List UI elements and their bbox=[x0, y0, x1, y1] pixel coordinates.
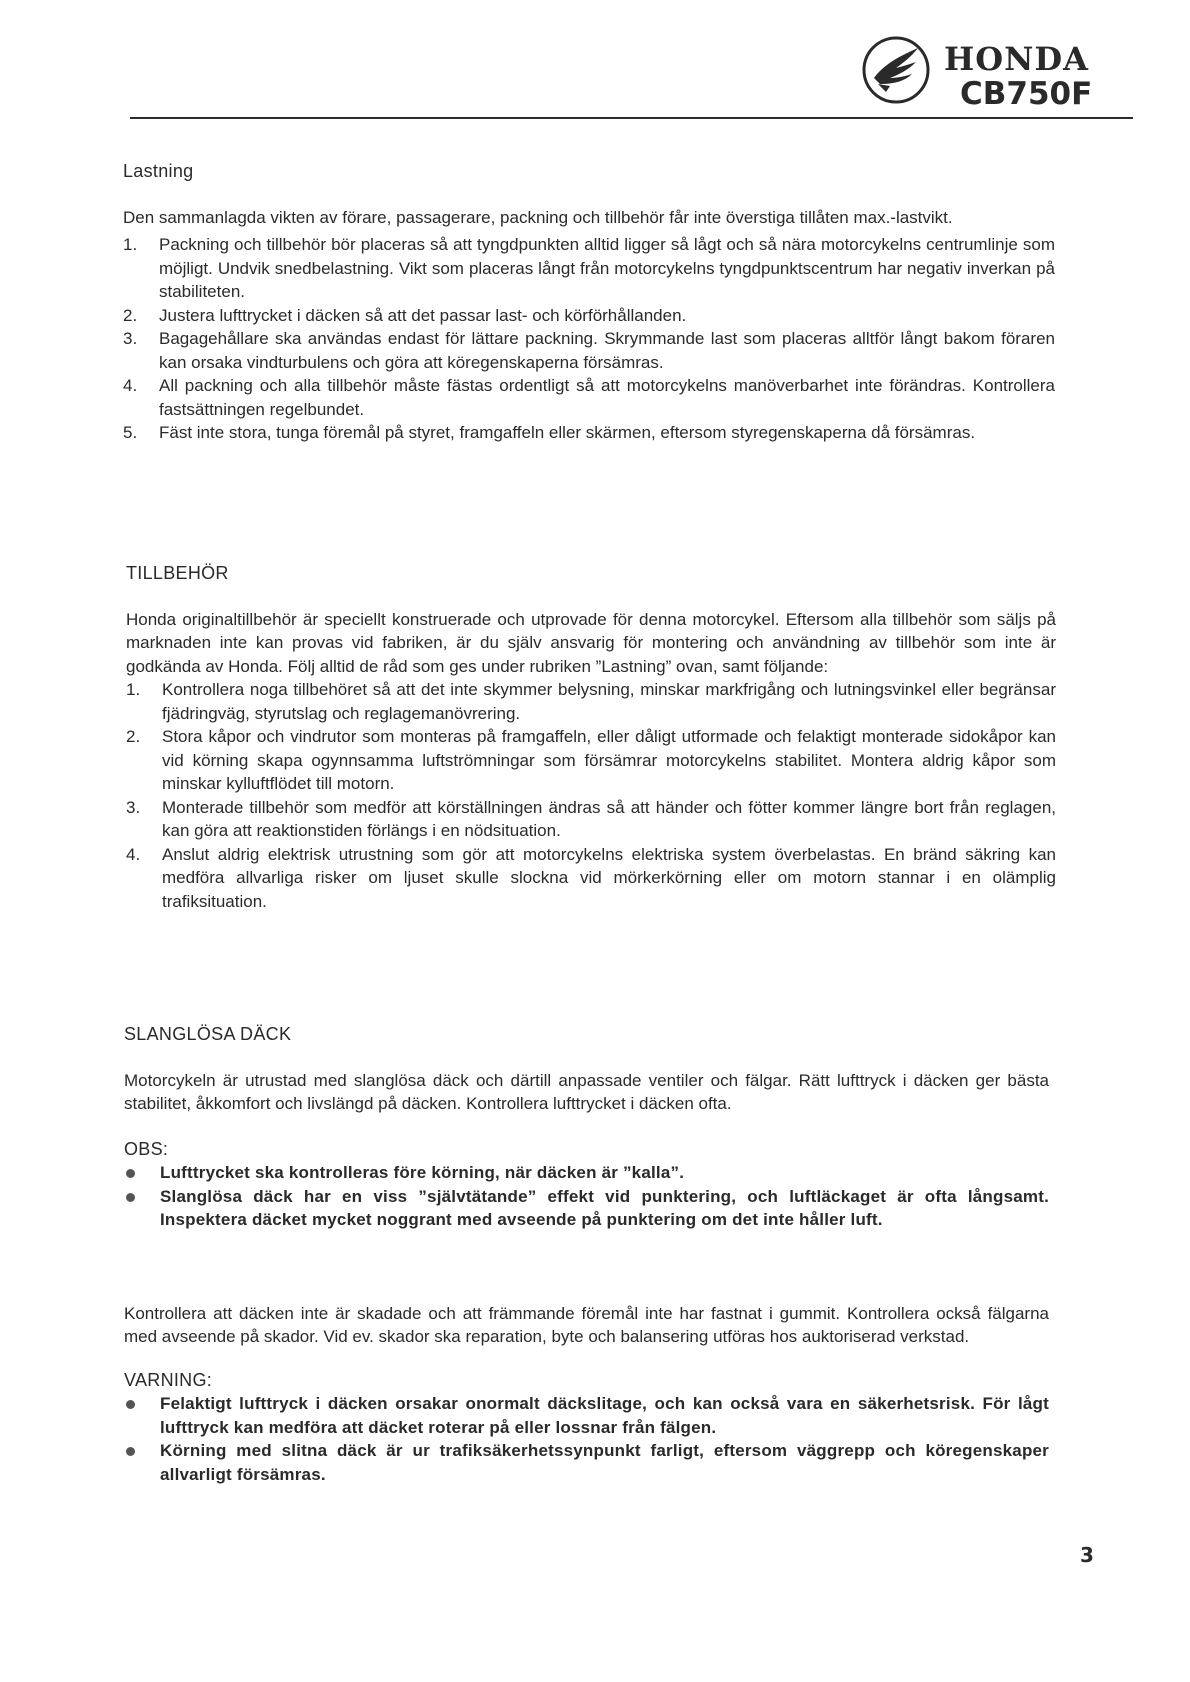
item-text: Anslut aldrig elektrisk utrustning som gör att motorcykelns elektriska system överbelastas. En bränd säkring kan medföra allvarliga risker om ljuset skulle slockna vid mörkerkörning eller om motorn stannar i en olämplig trafiksituation. bbox=[162, 844, 1056, 911]
section-heading: SLANGLÖSA DÄCK bbox=[124, 1024, 292, 1044]
bullet-item bbox=[124, 1161, 1049, 1185]
bullet-item bbox=[124, 1392, 1049, 1439]
list-item bbox=[126, 725, 1056, 796]
item-number: 4. bbox=[126, 844, 141, 864]
bullet-item bbox=[124, 1439, 1049, 1486]
header-rule bbox=[130, 117, 1133, 119]
bullet-item bbox=[124, 1185, 1049, 1232]
obs-list bbox=[124, 1161, 1049, 1232]
item-text: Packning och tillbehör bör placeras så att tyngdpunkten alltid ligger så lågt och så nära motorcykelns centrumlinje som möjligt. Undvik snedbelastning. Vikt som placeras långt från motorcykelns tyngdpunktscentrum har negativ inverkan på stabiliteten. bbox=[159, 235, 1055, 301]
section-heading: TILLBEHÖR bbox=[126, 563, 229, 583]
bullet-text: Lufttrycket ska kontrolleras före körning, när däcken är ”kalla”. bbox=[160, 1163, 685, 1182]
item-text: All packning och alla tillbehör måste fästas ordentligt så att motorcykelns manöverbarhet inte förändras. Kontrollera fastsättningen regelbundet. bbox=[159, 376, 1055, 419]
section-heading: Lastning bbox=[123, 161, 194, 181]
honda-wing-icon bbox=[860, 34, 932, 106]
section-tillbehor bbox=[126, 562, 1056, 913]
bullet-icon bbox=[124, 1439, 160, 1486]
section-lastning bbox=[123, 160, 1055, 445]
honda-logo bbox=[860, 30, 1140, 110]
section-slanglosa-dack bbox=[124, 1023, 1049, 1486]
bullet-text: Slanglösa däck har en viss ”självtätande” effekt vid punktering, och luftläckaget är ofta långsamt. Inspektera däcket mycket noggrant med avseende på punktering om det inte håller luft. bbox=[160, 1186, 1049, 1229]
lastning-list bbox=[123, 233, 1055, 445]
bullet-text: Körning med slitna däck är ur trafiksäkerhetssynpunkt farligt, eftersom väggrepp och köregenskaper allvarligt försämras. bbox=[160, 1441, 1049, 1484]
check-text: Kontrollera att däcken inte är skadade och att främmande föremål inte har fastnat i gummit. Kontrollera också fälgarna med avseende på skador. Vid ev. skador ska reparation, byte och balansering utföras hos auktoriserad verkstad. bbox=[124, 1303, 1049, 1346]
list-item bbox=[123, 327, 1055, 374]
item-number: 1. bbox=[123, 235, 138, 254]
bullet-icon bbox=[124, 1185, 160, 1232]
bullet-icon bbox=[124, 1392, 160, 1439]
bullet-icon bbox=[124, 1161, 160, 1185]
item-number: 2. bbox=[123, 305, 138, 325]
section-intro: Motorcykeln är utrustad med slanglösa däck och därtill anpassade ventiler och fälgar. Rätt lufttryck i däcken ger bästa stabilitet, åkkomfort och livslängd på däcken. Kontrollera lufttrycket i däcken ofta. bbox=[124, 1070, 1049, 1113]
item-number: 1. bbox=[126, 680, 141, 699]
warning-label: VARNING: bbox=[124, 1369, 213, 1390]
section-intro: Honda originaltillbehör är speciellt konstruerade och utprovade för denna motorcykel. Eftersom alla tillbehör som säljs på marknaden inte kan provas vid fabriken, är du själv ansvarig för montering och användning av tillbehör som inte är godkända av Honda. Följ alltid de råd som ges under rubriken ”Lastning” ovan, samt följande: bbox=[126, 609, 1056, 676]
item-number: 5. bbox=[123, 423, 138, 442]
item-text: Fäst inte stora, tunga föremål på styret, framgaffeln eller skärmen, eftersom styregenskaperna då försämras. bbox=[159, 423, 976, 442]
item-text: Stora kåpor och vindrutor som monteras på framgaffeln, eller dåligt utformade och felaktigt monterade sidokåpor kan vid körning skapa ogynnsamma luftströmningar som försämrar motorcykelns stabilitet. Montera aldrig kåpor som minskar kylluftflödet till motorn. bbox=[162, 727, 1056, 793]
item-text: Justera lufttrycket i däcken så att det passar last- och körförhållanden. bbox=[159, 305, 687, 325]
warning-list bbox=[124, 1392, 1049, 1486]
brand-name: HONDA bbox=[944, 40, 1089, 78]
model-name: CB750F bbox=[960, 76, 1093, 112]
list-item bbox=[123, 233, 1055, 304]
bullet-text: Felaktigt lufttryck i däcken orsakar onormalt däckslitage, och kan också vara en säkerhetsrisk. För lågt lufttryck kan medföra att däcket roterar på eller lossnar från fälgen. bbox=[160, 1394, 1049, 1437]
tillbehor-list bbox=[126, 678, 1056, 913]
item-number: 3. bbox=[123, 329, 138, 348]
list-item bbox=[123, 421, 1055, 445]
item-number: 4. bbox=[123, 376, 138, 395]
section-intro: Den sammanlagda vikten av förare, passagerare, packning och tillbehör får inte överstiga tillåten max.-lastvikt. bbox=[123, 207, 953, 227]
item-number: 2. bbox=[126, 727, 141, 746]
page-number: 3 bbox=[1080, 1543, 1094, 1567]
item-number: 3. bbox=[126, 797, 141, 817]
list-item bbox=[126, 678, 1056, 725]
list-item bbox=[126, 843, 1056, 914]
item-text: Monterade tillbehör som medför att körställningen ändras så att händer och fötter kommer längre bort från reglagen, kan göra att reaktionstiden förlängs i en nödsituation. bbox=[162, 797, 1056, 840]
item-text: Kontrollera noga tillbehöret så att det inte skymmer belysning, minskar markfrigång och lutningsvinkel eller begränsar fjädringväg, styrutslag och reglagemanövrering. bbox=[162, 680, 1056, 723]
item-text: Bagagehållare ska användas endast för lättare packning. Skrymmande last som placeras alltför långt bakom föraren kan orsaka vindturbulens och göra att köregenskaperna försämras. bbox=[159, 329, 1055, 372]
list-item bbox=[126, 796, 1056, 843]
list-item bbox=[123, 374, 1055, 421]
list-item bbox=[123, 304, 1055, 328]
obs-label: OBS: bbox=[124, 1138, 169, 1159]
